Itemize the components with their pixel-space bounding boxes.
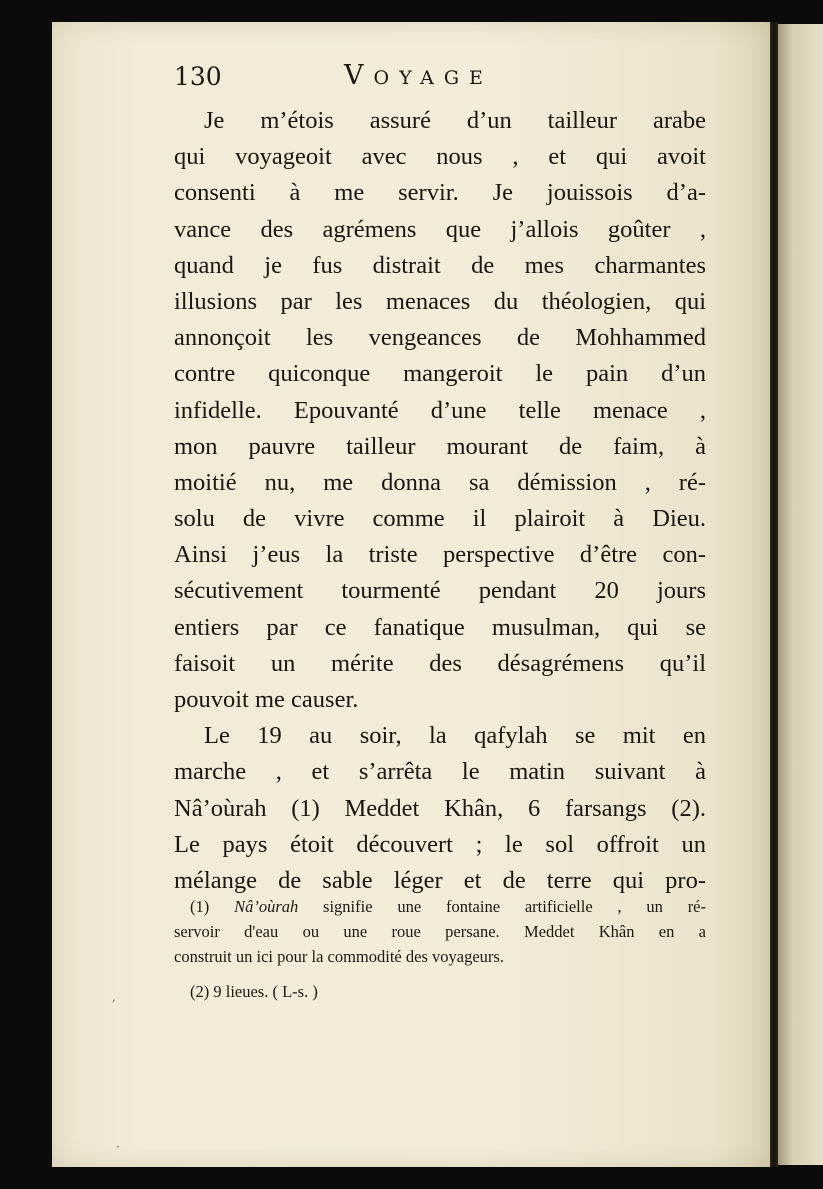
footnote-1-text: signifie une fontaine artificielle , un ré- bbox=[323, 897, 707, 916]
text-line: sécutivement tourmenté pendant 20 jours bbox=[174, 577, 706, 605]
text-line: Ainsi j’eus la triste perspective d’être con- bbox=[174, 541, 706, 569]
text-line: quand je fus distrait de mes charmantes bbox=[174, 251, 706, 279]
text-line: annonçoit les vengeances de Mohhammed bbox=[174, 324, 706, 352]
footnote-1-marker: (1) bbox=[190, 897, 210, 916]
footnote-1-line bbox=[174, 894, 706, 919]
text-line: faisoit un mérite des désagrémens qu’il bbox=[174, 649, 706, 677]
footnote-1-term: Nâ’oùrah bbox=[234, 897, 299, 916]
paper-speck: · bbox=[116, 1140, 120, 1154]
text-line: contre quiconque mangeroit le pain d’un bbox=[174, 360, 706, 388]
text-line: Nâ’oùrah (1) Meddet Khân, 6 farsangs (2). bbox=[174, 794, 706, 822]
text-line: mon pauvre tailleur mourant de faim, à bbox=[174, 432, 706, 460]
text-line: qui voyageoit avec nous , et qui avoit bbox=[174, 143, 706, 171]
text-line: consenti à me servir. Je jouissois d’a- bbox=[174, 179, 706, 207]
text-line: mélange de sable léger et de terre qui pro- bbox=[174, 866, 706, 894]
text-line: marche , et s’arrêta le matin suivant à bbox=[174, 758, 706, 786]
facing-page-edge bbox=[776, 24, 823, 1165]
text-line: pouvoit me causer. bbox=[174, 686, 359, 713]
footnotes bbox=[174, 894, 706, 1004]
footnote-2: (2) 9 lieues. ( L-s. ) bbox=[190, 982, 318, 1001]
text-line: Le pays étoit découvert ; le sol offroit un bbox=[174, 830, 706, 858]
text-line: illusions par les menaces du théologien, qui bbox=[174, 287, 706, 315]
footnote-1-line: construit un ici pour la commodité des voyageurs. bbox=[174, 947, 504, 966]
text-line: vance des agrémens que j’allois goûter , bbox=[174, 215, 706, 243]
running-head: Voyage bbox=[344, 60, 493, 91]
text-line: infidelle. Epouvanté d’une telle menace , bbox=[174, 396, 706, 424]
page-header bbox=[174, 60, 694, 100]
text-line: Je m’étois assuré d’un tailleur arabe bbox=[204, 107, 706, 134]
text-line: moitié nu, me donna sa démission , ré- bbox=[174, 468, 706, 496]
page-number: 130 bbox=[174, 62, 222, 91]
text-line: solu de vivre comme il plairoit à Dieu. bbox=[174, 505, 706, 533]
text-line: entiers par ce fanatique musulman, qui se bbox=[174, 613, 706, 641]
paper-speck: , bbox=[112, 990, 116, 1004]
footnote-1-line: servoir d'eau ou une roue persane. Meddet Khân en a bbox=[174, 922, 706, 941]
text-line: Le 19 au soir, la qafylah se mit en bbox=[204, 722, 706, 750]
body-text bbox=[174, 103, 706, 899]
